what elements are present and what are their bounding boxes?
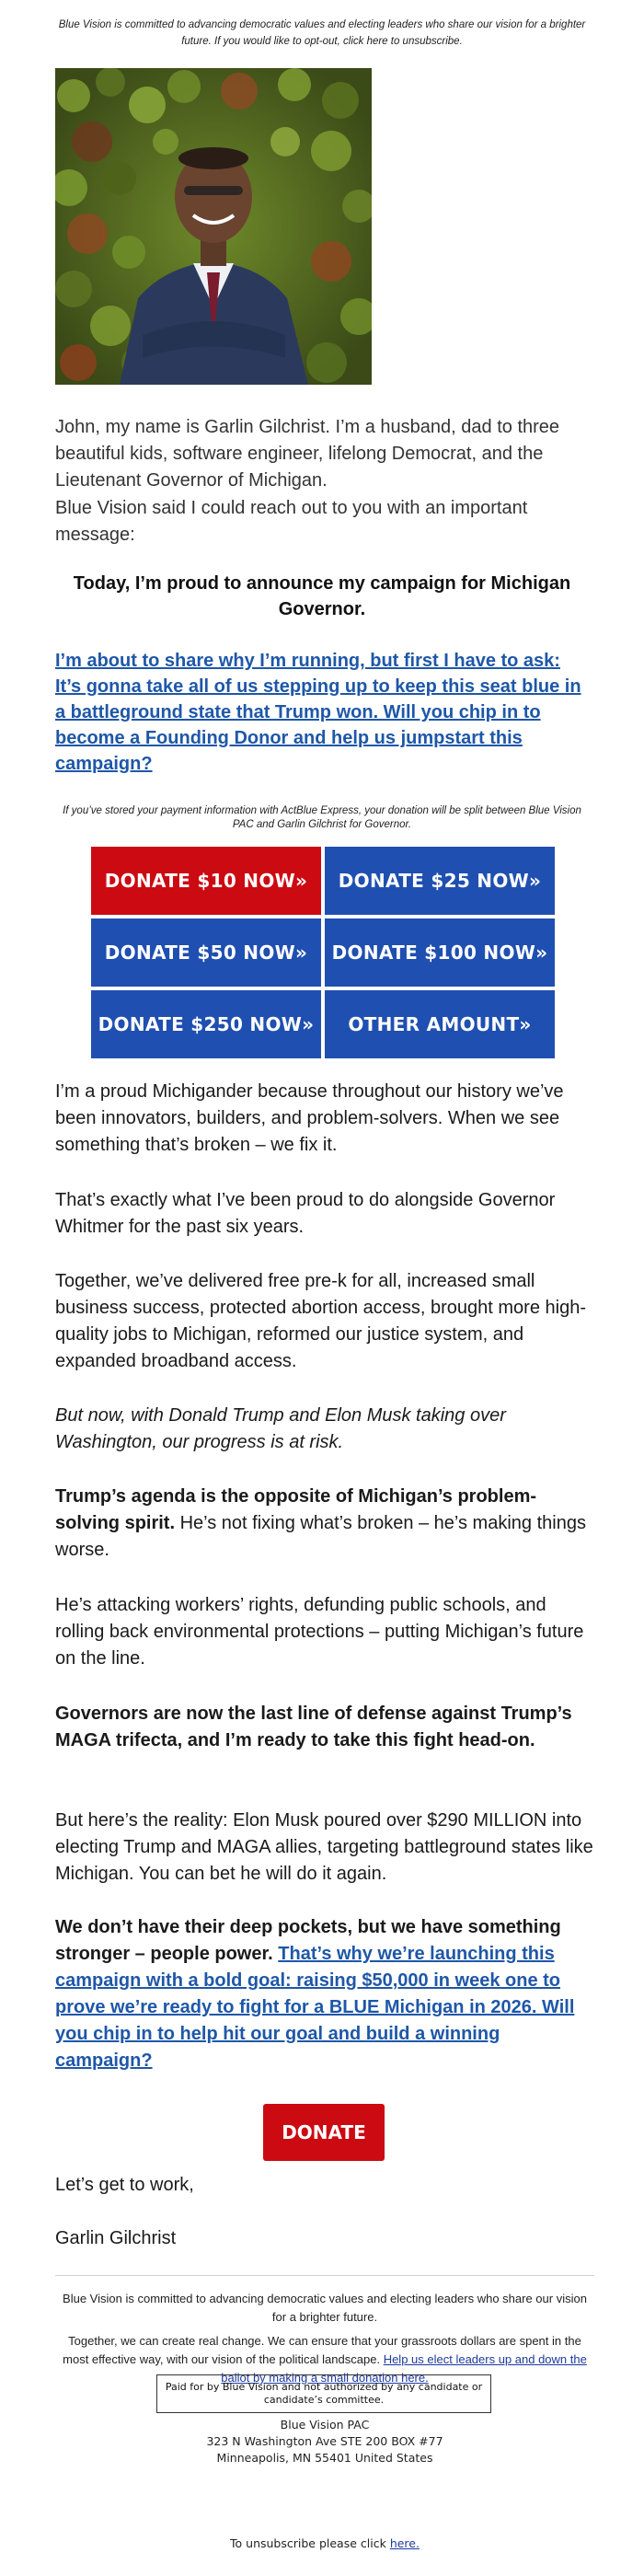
defense-paragraph: Governors are now the last line of defense against Trump’s MAGA trifecta, and I’m ready to take this fight head-on. [55, 1704, 572, 1750]
achievements-paragraph: Together, we’ve delivered free pre-k for all, increased small business success, protected abortion access, brought more high-quality jobs to Michigan, reformed our justice system, and expanded broadband access. [55, 1271, 586, 1371]
people-power-paragraph[interactable] [55, 1914, 598, 2074]
founding-donor-link[interactable]: I’m about to share why I’m running, but first I have to ask: It’s gonna take all of us stepping up to keep this seat blue in a battleground state that Trump won. Will you chip in to become a Founding Donor and help us jumpstart this campaign? [55, 651, 581, 774]
preheader-link[interactable]: Blue Vision is committed to advancing democratic values and electing leaders who share our vision for a brighter future. If you would like to opt-out, click here to unsubscribe. [58, 19, 586, 47]
unsubscribe-line [55, 2536, 594, 2550]
goal-link[interactable]: That’s why we’re launching this campaign with a bold goal: raising $50,000 in week one to prove we’re ready to fight for a BLUE Michigan in 2026. Will you chip in to help hit our goal and build a winning campaign? [55, 1944, 575, 2071]
musk-paragraph: But here’s the reality: Elon Musk poured over $290 MILLION into electing Trump and MAGA allies, targeting battleground states like Michigan. You can bet he will do it again. [55, 1810, 593, 1884]
footer-org: Blue Vision PAC [280, 2418, 370, 2432]
footer-address [55, 2417, 594, 2466]
donate-10-button[interactable]: DONATE $10 NOW» [91, 847, 321, 915]
whitmer-paragraph: That’s exactly what I’ve been proud to do alongside Governor Whitmer for the past six years. [55, 1190, 556, 1237]
actblue-note: If you’ve stored your payment information with ActBlue Express, your donation will be split between Blue Vision PAC and Garlin Gilchrist for Governor. [63, 805, 581, 830]
unsubscribe-text: To unsubscribe please click [230, 2536, 386, 2550]
agenda-bold: Trump’s agenda is the opposite of Michigan’s problem-solving spirit. [55, 1486, 537, 1533]
paid-for-disclaimer: Paid for by Blue Vision and not authorized by any candidate or candidate’s committee. [156, 2374, 491, 2413]
donate-50-button[interactable]: DONATE $50 NOW» [91, 918, 321, 987]
agenda-rest: He’s not fixing what’s broken – he’s making things worse. [55, 1513, 586, 1560]
candidate-photo-image [55, 68, 372, 385]
donate-250-button[interactable]: DONATE $250 NOW» [91, 990, 321, 1058]
intro-paragraph: John, my name is Garlin Gilchrist. I’m a husband, dad to three beautiful kids, software engineer, lifelong Democrat, and the Lieutenant Governor of Michigan. [55, 417, 560, 491]
footer-donate-link[interactable]: Help us elect leaders up and down the ballot by making a small donation here. [221, 2352, 587, 2385]
reach-out-paragraph: Blue Vision said I could reach out to you with an important message: [55, 498, 528, 545]
people-power-bold: We don’t have their deep pockets, but we have something stronger – people power. [55, 1917, 561, 1964]
donate-25-button[interactable]: DONATE $25 NOW» [325, 847, 555, 915]
closing-line: Let’s get to work, [55, 2175, 194, 2195]
signature: Garlin Gilchrist [55, 2228, 177, 2248]
preheader[interactable] [55, 17, 589, 50]
unsubscribe-link[interactable]: here. [389, 2536, 420, 2550]
founding-donor-ask[interactable] [55, 648, 589, 777]
donate-100-button[interactable]: DONATE $100 NOW» [325, 918, 555, 987]
donate-grid [91, 847, 557, 1060]
agenda-paragraph [55, 1484, 598, 1564]
other-amount-button[interactable]: OTHER AMOUNT» [325, 990, 555, 1058]
footer-address-line2: Minneapolis, MN 55401 United States [216, 2451, 433, 2465]
risk-paragraph: But now, with Donald Trump and Elon Musk taking over Washington, our progress is at risk. [55, 1405, 506, 1452]
donate-button[interactable]: DONATE [263, 2104, 385, 2161]
footer-address-line1: 323 N Washington Ave STE 200 BOX #77 [206, 2434, 443, 2448]
footer-divider [55, 2275, 594, 2276]
michigander-paragraph: I’m a proud Michigander because throughout our history we’ve been innovators, builders, and problem-solvers. When we see something that’s broken – we fix it. [55, 1081, 564, 1155]
announcement-heading: Today, I’m proud to announce my campaign for Michigan Governor. [73, 573, 571, 619]
footer-mission: Blue Vision is committed to advancing democratic values and electing leaders who share our vision for a brighter future. [63, 2292, 587, 2324]
footer-together-text: Together, we can create real change. We can ensure that your grassroots dollars are spent in the most effective way, with our vision of the political landscape. [63, 2334, 581, 2366]
attacks-paragraph: He’s attacking workers’ rights, defunding public schools, and rolling back environmental protections – putting Michigan’s future on the line. [55, 1595, 584, 1669]
candidate-photo [55, 68, 372, 385]
